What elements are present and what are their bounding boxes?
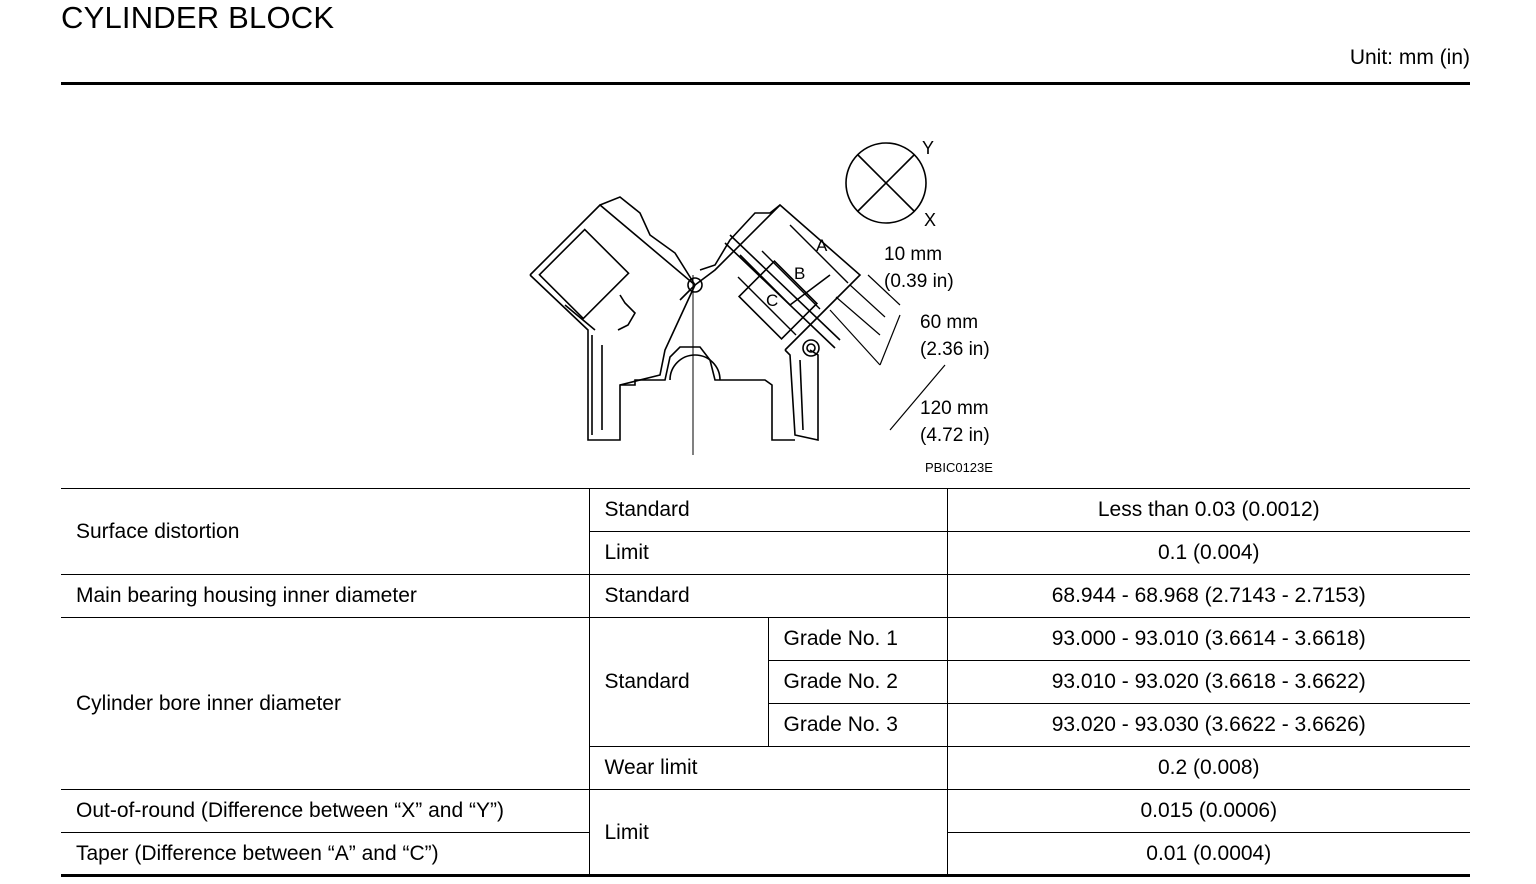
unit-label: Unit: mm (in) (1349, 46, 1470, 69)
label-b: B (794, 264, 806, 283)
engine-block-outline (530, 197, 860, 440)
value-cell: 68.944 - 68.968 (2.7143 - 2.7153) (947, 575, 1470, 618)
value-cell: 93.000 - 93.010 (3.6614 - 3.6618) (947, 618, 1470, 661)
table-row (61, 790, 1470, 833)
cylinder-block-diagram (500, 125, 1040, 485)
item-taper: Taper (Difference between “A” and “C”) (61, 833, 589, 876)
dim1-mm: 10 mm (884, 244, 943, 265)
dim2-mm: 60 mm (920, 312, 979, 333)
value-cell: Less than 0.03 (0.0012) (947, 489, 1470, 532)
value-cell: 0.1 (0.004) (947, 532, 1470, 575)
label-y: Y (922, 138, 935, 158)
grade-label: Grade No. 2 (768, 661, 947, 704)
label-c: C (766, 291, 779, 310)
cond-standard: Standard (589, 489, 947, 532)
cond-limit: Limit (589, 532, 947, 575)
page-title: CYLINDER BLOCK (61, 0, 335, 35)
value-cell: 93.010 - 93.020 (3.6618 - 3.6622) (947, 661, 1470, 704)
value-cell: 0.2 (0.008) (947, 747, 1470, 790)
table-row (61, 618, 1470, 661)
dim3-mm: 120 mm (920, 398, 989, 419)
dim3-in: (4.72 in) (920, 425, 990, 446)
grade-label: Grade No. 1 (768, 618, 947, 661)
item-cylinder-bore: Cylinder bore inner diameter (61, 618, 589, 790)
dim1-in: (0.39 in) (884, 271, 954, 292)
table-row (61, 489, 1470, 532)
label-x: X (924, 210, 937, 230)
value-cell: 93.020 - 93.030 (3.6622 - 3.6626) (947, 704, 1470, 747)
cond-limit: Limit (589, 790, 947, 876)
xy-circle-symbol (846, 143, 926, 223)
label-a: A (816, 236, 828, 255)
value-cell: 0.015 (0.0006) (947, 790, 1470, 833)
dim2-in: (2.36 in) (920, 339, 990, 360)
cond-standard: Standard (589, 618, 768, 747)
spec-table (61, 488, 1470, 876)
item-main-bearing: Main bearing housing inner diameter (61, 575, 589, 618)
footer-rule (61, 874, 1470, 877)
value-cell: 0.01 (0.0004) (947, 833, 1470, 876)
table-row (61, 575, 1470, 618)
item-surface-distortion: Surface distortion (61, 489, 589, 575)
cond-wear-limit: Wear limit (589, 747, 947, 790)
figure-code: PBIC0123E (925, 460, 993, 475)
header-rule (61, 82, 1470, 85)
item-out-of-round: Out-of-round (Difference between “X” and “Y”) (61, 790, 589, 833)
cylinder-block-illustration (500, 125, 1040, 485)
cond-standard: Standard (589, 575, 947, 618)
grade-label: Grade No. 3 (768, 704, 947, 747)
